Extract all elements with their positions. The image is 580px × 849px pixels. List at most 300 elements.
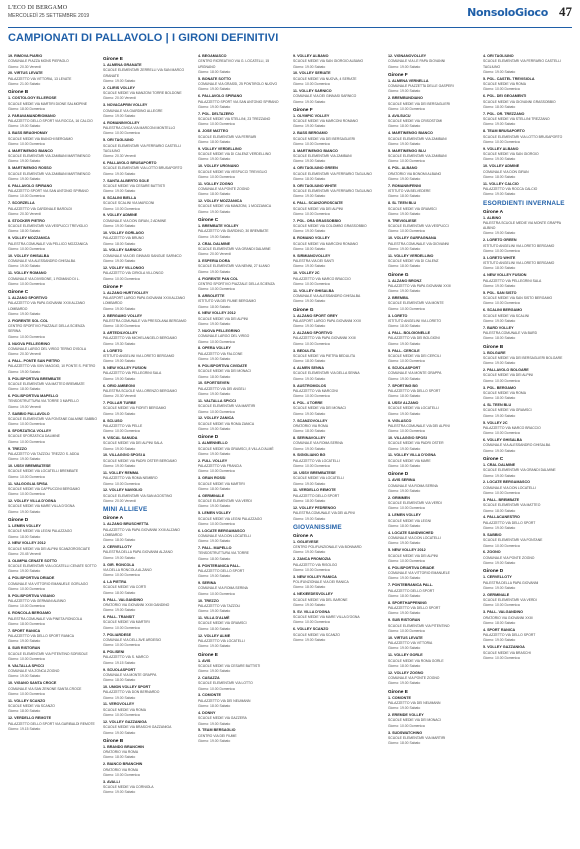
match-day: Giorno: 19.00 Sabato <box>388 64 421 69</box>
team-venue: COMUNALE VIA ZONCA ZOGNO <box>8 669 60 674</box>
match-day: Giorno: 19.00 Sabato <box>103 78 136 83</box>
match-day: Giorno: 19.00 Sabato <box>198 87 231 92</box>
team-name: 4. ORI TAGLIUNO <box>483 54 514 58</box>
team-venue: SCUOLE MEDIE VIA DI CALENZ VERDELLINO <box>198 152 271 157</box>
team-entry <box>8 576 97 592</box>
category-title: MINI ALLIEVE <box>103 506 148 514</box>
team-venue: COMUNALE VIA PONTE ZOGNO <box>198 186 250 191</box>
match-day: Giorno: 10.00 Domenica <box>103 206 140 211</box>
match-day: Giorno: 18.00 Sabato <box>388 663 421 668</box>
team-name: 5. ORI TAGLIUNO WHITE <box>293 183 337 188</box>
match-day: Giorno: 18.00 Sabato <box>293 359 326 364</box>
team-venue: COMUNALE VIA ROMA SERINA <box>388 483 438 488</box>
team-entry <box>388 436 477 452</box>
team-entry <box>198 224 287 240</box>
team-venue: SCUOLE MEDIE VIA ROMA ZANICA <box>198 421 255 426</box>
match-day: Giorno: 10.00 Domenica <box>198 174 235 179</box>
team-venue: SCUOLE MEDIE VIA MARTIRI <box>103 620 150 625</box>
team-venue: PALESTRA COMUNALE VIA DEI ALPINI <box>388 423 450 428</box>
team-venue: PALASPORT LARGO PAPA GIOVANNI XXIII ALZANO LOMBARDO <box>103 296 185 306</box>
group-title: Girone F <box>293 107 313 113</box>
team-venue: SCUOLE MEDIE VIA DEI ALPINI <box>198 316 248 321</box>
team-entry <box>103 196 192 212</box>
match-day: Giorno: 19.00 Sabato <box>8 264 41 269</box>
team-venue: PALAZZETTO DELLO SPORT <box>198 568 245 573</box>
team-venue: PALAZZETTO VIA XXIV MAGGIO, 10 PONTE S. PIETRO <box>8 364 96 369</box>
match-day: Giorno: 19.00 Sabato <box>198 451 231 456</box>
team-entry <box>388 531 477 547</box>
team-venue: SCUOLE MEDIE VIA DEI CERCILI <box>388 353 441 358</box>
team-name: 7. POL. OR. TREZZANO <box>483 111 525 116</box>
match-day: Giorno: 19.00 Sabato <box>198 574 231 579</box>
team-name: 3. PALL. VALGANDINO <box>483 610 524 615</box>
team-entry <box>8 201 97 217</box>
column-2 <box>103 54 192 842</box>
match-day: Giorno: 19.00 Sabato <box>8 176 41 181</box>
match-day: Giorno: 10.00 Domenica <box>388 229 425 234</box>
team-venue: COMUNALE VIA DEI GINNASI SANGUE SARNICO <box>103 253 182 258</box>
team-entry <box>103 745 192 761</box>
team-entry <box>388 419 477 435</box>
match-day: Giorno: 10.00 Domenica <box>8 246 45 251</box>
match-day: Giorno: 19.00 Sabato <box>388 611 421 616</box>
match-day: Giorno: 19.00 Sabato <box>198 104 231 109</box>
team-name: 20. VIRTUS LEVATE <box>8 71 43 76</box>
team-name: 1. ALZANO HURTVOLLEY <box>103 290 149 295</box>
match-day: Giorno: 10.00 Domenica <box>388 429 425 434</box>
team-venue: TENSOSTRUTTURA VIA TORRE 3 MAPELLO <box>8 399 79 404</box>
group-title: Girone D <box>198 435 219 441</box>
match-day: Giorno: 19.00 Sabato <box>8 509 41 514</box>
team-entry <box>483 438 572 454</box>
team-name: 2. GRIMMEN <box>388 495 410 500</box>
team-name: 8. SFORZATICA VOLLEY <box>8 429 52 434</box>
match-day: Giorno: 19.00 Sabato <box>198 392 231 397</box>
match-day: Giorno: 19.00 Sabato <box>483 413 516 418</box>
team-venue: SCUOLE ELEMENTARI VIA FERRARIO CASTELLI TAGLIUNO <box>483 59 561 69</box>
team-name: 5. PALL. VALGANDINO <box>103 597 144 602</box>
match-day: Giorno: 19.00 Sabato <box>103 359 136 364</box>
team-entry <box>293 219 382 235</box>
team-venue: SCUOLE MEDIE VIA CESARE BATTISTI <box>198 663 261 668</box>
team-name: 6. POL. ALBANO <box>388 166 418 171</box>
team-entry <box>198 441 287 457</box>
team-venue: SCUOLE MEDIE VIA ROMA <box>483 82 526 87</box>
team-entry <box>388 331 477 347</box>
match-day: Giorno: 19.00 Sabato <box>8 159 41 164</box>
team-entry <box>198 112 287 128</box>
team-entry <box>388 548 477 564</box>
match-day: Giorno: 21.00 Sabato <box>8 82 41 87</box>
team-venue: SCUOLE MEDIE VIA PADRI OSTER <box>388 441 444 446</box>
team-entry <box>8 166 97 182</box>
team-entry <box>103 702 192 718</box>
match-day: Giorno: 19.00 Sabato <box>198 609 231 614</box>
team-name: 9. VOLLEY ADMINE <box>103 213 138 218</box>
team-name: 7. POL. DELTAZERO <box>198 111 234 116</box>
team-entry <box>388 713 477 729</box>
match-day: Giorno: 19.00 Sabato <box>8 674 41 679</box>
team-name: 11. VALGOGLIA SPISA <box>8 481 48 486</box>
match-day: Giorno: 19.00 Sabato <box>388 446 421 451</box>
team-name: 4. NEW VOLLEY FUSION <box>483 273 527 278</box>
match-day: Giorno: 18.00 Sabato <box>388 593 421 598</box>
team-name: 4. BEGAMASCO <box>198 54 227 58</box>
team-entry <box>483 550 572 566</box>
match-day: Giorno: 19.00 Sabato <box>483 122 516 127</box>
team-name: 4. PALL. PONTE SAN PIETRO <box>8 359 60 364</box>
team-name: 4. LORETO <box>103 348 123 353</box>
team-entry <box>293 488 382 504</box>
team-venue: VIA DELLA RONCOLA ALZANO <box>103 567 152 572</box>
team-venue: SCUOLE ELEMENTARI VIA MARTIRI <box>388 735 446 740</box>
team-entry <box>103 86 192 102</box>
match-day: Giorno: 19.00 Sabato <box>198 669 231 674</box>
team-entry <box>198 459 287 475</box>
team-name: 8. TEAM BRUSAPORTO <box>483 129 525 134</box>
team-entry <box>8 699 97 715</box>
match-day: Giorno: 19.00 Sabato <box>8 124 41 129</box>
team-name: 4. MARTINENGO BIANCO <box>388 131 433 136</box>
team-entry <box>8 681 97 697</box>
match-day: Giorno: 19.00 Sabato <box>198 644 231 649</box>
team-venue: SCUOLE ELEMENTARI VIA FERRARIO TAGLIUNO <box>293 171 372 176</box>
team-entry <box>293 289 382 305</box>
team-entry <box>293 419 382 435</box>
team-venue: PALAZZETTO VIA CIRIOLA VILLONGO <box>103 271 164 276</box>
team-name: 7. SABBIO PALLAVOLO <box>8 411 50 416</box>
team-name: 5. BONATE SOTTO <box>198 76 232 81</box>
team-name: 4. SPORT RANICA <box>483 627 516 632</box>
match-day: Giorno: 10.00 Domenica <box>293 281 330 286</box>
team-name: 5. ORI TAGLIUNO <box>103 138 134 143</box>
team-venue: PALAZZETTO SPORT VIA SAN ANTONIO SPIRANO <box>8 189 89 194</box>
team-entry <box>198 294 287 310</box>
team-name: 7. PALL. MAPELLO <box>198 546 232 551</box>
team-name: 6. POLISPORTIVA DRIADE <box>388 565 435 570</box>
team-venue: SCUOLE MEDIE VIA LOCATELLI <box>388 406 439 411</box>
team-venue: SCUOLE ELEMENTARI VIA MONTE <box>388 301 444 306</box>
match-day: Giorno: 19.15 Sabato <box>103 660 136 665</box>
team-entry <box>483 308 572 324</box>
team-venue: PALAZZETTO VIA PAPA GIOVANNI XXIII ALZANO LOMBARDO <box>8 301 85 311</box>
team-name: 12. VOLLEY ZANICA <box>198 416 234 421</box>
team-name: 11. VERDELLO REMOTE <box>293 488 336 493</box>
match-day: Giorno: 19.00 Sabato <box>198 234 231 239</box>
match-day: Giorno: 19.00 Sabato <box>198 209 231 214</box>
team-entry <box>8 664 97 680</box>
team-venue: PALAZZETTO VIA S. MARCO <box>103 655 149 660</box>
match-day: Giorno: 10.00 Domenica <box>198 591 235 596</box>
team-name: 4. PALLACANESTRO <box>483 515 520 520</box>
team-entry <box>293 557 382 573</box>
team-name: 11. VOLLEY SARNICO <box>103 248 142 253</box>
team-venue: SCUOLE MEDIE VIA DEI BERSAGLIERI BOLGARE <box>483 355 563 360</box>
team-name: 9. VALTALLA SPICCI <box>8 663 44 668</box>
team-name: 11. VOLLEY SARNICO <box>293 88 332 93</box>
team-venue: PALESTRA COMUNALE VIA GIOVANNI <box>388 241 449 246</box>
team-venue: COMUNALE VIA LE PAPA GIOVANNI <box>388 59 446 64</box>
group-title: Girone F <box>103 284 123 290</box>
team-venue: SCUOLE MEDIE VIA LOCATELLI BREMBATE <box>8 469 79 474</box>
team-entry <box>483 533 572 549</box>
team-venue: COMUNALE VIA PONTE ZOGNO <box>388 675 440 680</box>
match-day: Giorno: 18.00 Sabato <box>388 124 421 129</box>
team-name: 3. MARTINENGO BIANCO <box>293 148 338 153</box>
team-name: 5. ARBOLETTE <box>198 294 225 298</box>
team-name: 9. VOLLEY MOZZANICA <box>8 236 50 241</box>
team-name: 2. CERVELLOTY <box>103 545 132 550</box>
masthead <box>8 4 572 26</box>
team-entry <box>8 319 97 340</box>
page-number: 47 <box>559 4 572 19</box>
match-day: Giorno: 10.00 Domenica <box>103 573 140 578</box>
match-day: Giorno: 10.00 Domenica <box>388 558 425 563</box>
team-venue: SCUOLE MEDIE VIA DI CALENZ <box>388 259 439 264</box>
team-venue: SCUOLE MEDIE VIA DEI ALPINI SCANZOROSCIATE <box>8 546 91 551</box>
match-day: Giorno: 19.00 Sabato <box>293 324 326 329</box>
team-entry <box>198 277 287 293</box>
team-entry <box>198 599 287 615</box>
match-day: Giorno: 19.00 Sabato <box>103 259 136 264</box>
team-name: 12. VOLLEY ZOGNO <box>388 670 424 675</box>
team-entry <box>293 592 382 608</box>
team-entry <box>388 384 477 400</box>
team-name: 7. NUOVA PELLEGRINO <box>198 328 240 333</box>
team-name: 10. VOLLEY URGNANO <box>198 164 239 169</box>
team-venue: PALAZZETTO VIA DELLO SPORT <box>388 606 441 611</box>
team-entry <box>103 366 192 382</box>
match-day: Giorno: 10.00 Domenica <box>483 655 520 660</box>
team-venue: PALAZZETTO VIA MARCO BRACCIO <box>483 425 541 430</box>
team-venue: PALAZZETTO VIA DON BERNARDO <box>103 690 160 695</box>
team-venue: PALESTRA COMUNALE VIA PELLICO MOZZANICA <box>8 241 88 246</box>
team-name: 7. SCORZELLA <box>8 201 35 206</box>
match-day: Giorno: 19.00 Sabato <box>8 639 41 644</box>
team-name: 6. RONCOLA BERGAMO <box>8 611 51 616</box>
team-entry <box>8 342 97 358</box>
team-name: 9. VISCAL SANUDA <box>103 435 138 440</box>
team-entry <box>198 364 287 380</box>
match-day: Giorno: 19.00 Sabato <box>198 739 231 744</box>
team-venue: SCUOLE MEDIE VIA DEI BERSAGLIERI <box>388 101 450 106</box>
team-venue: PALAZZETTO VIA LOCATELLI <box>198 638 245 643</box>
team-name: 9. TREVIGLIESE <box>388 218 417 223</box>
team-name: 7. BARD VOLLEY <box>483 325 514 330</box>
match-day: Giorno: 20.30 Venerdì <box>8 352 42 357</box>
team-entry <box>8 499 97 515</box>
match-day: Giorno: 19.00 Sabato <box>103 730 136 735</box>
match-day: Giorno: 18.00 Sabato <box>198 626 231 631</box>
team-entry <box>8 254 97 270</box>
match-day: Giorno: 19.00 Sabato <box>103 446 136 451</box>
match-day: Giorno: 10.00 Domenica <box>8 439 45 444</box>
team-venue: SCUOLE MEDIE VIA BRASCHI <box>483 650 531 655</box>
match-day: Giorno: 18.00 Sabato <box>483 508 516 513</box>
team-name: 3. NEW VOLLEY RANICA <box>293 574 337 579</box>
team-name: 12. VOLLEY VILLONGO <box>103 265 145 270</box>
team-name: 3. PALL. BREMBATE <box>483 497 520 502</box>
match-day: Giorno: 18.00 Sabato <box>293 429 326 434</box>
team-entry <box>8 71 97 87</box>
match-day: Giorno: 18.00 Sabato <box>103 678 136 683</box>
team-venue: SCUOLE MEDIE VIA COLOMBO GRASSOBBIO <box>293 224 367 229</box>
team-entry <box>293 349 382 365</box>
team-name: 3. LORETO <box>388 313 408 318</box>
team-name: 1. COSTOLOGY ELLEROSE <box>8 96 57 101</box>
match-day: Giorno: 20.00 Venerdì <box>103 499 137 504</box>
team-name: 3. BEDULITA <box>293 348 316 353</box>
team-entry <box>293 166 382 182</box>
team-entry <box>388 236 477 252</box>
team-venue: PALAZZETTO VIA MARCONI <box>293 388 338 393</box>
team-name: 11. VOLLEY CALCIO <box>483 181 519 186</box>
team-venue: PALAZZETTO VIA RISOLGO <box>293 562 338 567</box>
match-day: Giorno: 18.00 Sabato <box>198 704 231 709</box>
team-name: 5. POLISPORTIVA BREMBATE <box>8 376 61 381</box>
team-entry <box>103 314 192 330</box>
team-entry <box>483 421 572 437</box>
team-entry <box>103 780 192 796</box>
team-entry <box>8 611 97 627</box>
team-name: 8. POLISENI <box>103 650 125 655</box>
team-name: 9. VOLLEY VERDELLINO <box>198 146 242 151</box>
match-day: Giorno: 18.00 Domenica <box>8 106 45 111</box>
team-name: 7. ROMANINFENNI <box>388 183 421 188</box>
team-name: 1. AVIS <box>198 658 211 663</box>
team-name: 6. PALLAVOLO SPIRANO <box>8 183 53 188</box>
team-name: 2. LOCATE BERGAMASCO <box>483 480 531 485</box>
team-entry <box>8 184 97 200</box>
column-3 <box>198 54 287 842</box>
team-venue: PALAZZETTO VIA PAPA GIOVANNI XXIII ALZANO LOMBARDO <box>103 527 180 537</box>
team-venue: ISTITUTO VIA DEI FIUME BERGAMO <box>198 299 256 304</box>
team-venue: SCUOLE MEDIE VIA SCANZO <box>293 632 340 637</box>
team-name: 5. SABBIO <box>483 532 502 537</box>
match-day: Giorno: 10.00 Domenica <box>8 586 45 591</box>
team-venue: SCUOLE MEDIE VIA MARE <box>388 458 431 463</box>
team-name: 10. SPORTSEVEN <box>198 381 230 386</box>
team-venue: SCUOLE ELEMENTARI VIA LOCATELLI CENATE SOTTO <box>8 564 97 569</box>
match-day: Giorno: 10.00 Domenica <box>388 628 425 633</box>
team-name: 3. SUDSWATCHING <box>388 730 423 735</box>
team-entry <box>198 77 287 93</box>
team-name: 12. VOLLEY ALME <box>198 633 231 638</box>
team-name: 1. OLYMPIC VOLLEY <box>293 113 330 118</box>
team-venue: SCUOLE MEDIE VIA SAN SISTO BERGAMO <box>483 296 553 301</box>
group-title: Girone D <box>8 517 29 523</box>
team-venue: COMUNALE VIA DELL'AVE ARDESIO <box>103 637 162 642</box>
team-name: 10. VOLLEY 2C <box>293 271 320 276</box>
match-day: Giorno: 19.00 Sabato <box>103 113 136 118</box>
column-6 <box>483 54 572 842</box>
team-entry <box>388 583 477 599</box>
team-entry <box>483 238 572 254</box>
team-name: 5. VOLLEY 2C <box>483 420 508 425</box>
team-venue: PALAZZETTO VIA CARDINALE BAROLDI <box>8 206 72 211</box>
team-entry <box>388 149 477 165</box>
team-venue: SCUOLE MEDIE VIA DEI BERSAGLIERI <box>293 136 355 141</box>
match-day: Giorno: 19.00 Sabato <box>293 602 326 607</box>
team-name: 2. EREMDE VOLLEY <box>388 713 424 718</box>
team-entry <box>198 659 287 675</box>
team-venue: PALESTRA COMUNALE VIA PINETA RONCOLA <box>8 616 83 621</box>
team-entry <box>8 271 97 287</box>
team-entry <box>8 716 97 732</box>
team-entry <box>103 231 192 247</box>
team-name: 12. VOLLEY PEDRENGO <box>293 505 336 510</box>
column-4 <box>293 54 382 842</box>
match-day: Giorno: 18.00 Sabato <box>198 486 231 491</box>
team-name: 5. POL. SAN SISTO <box>483 290 517 295</box>
match-day: Giorno: 10.00 Domenica <box>198 287 235 292</box>
team-entry <box>103 248 192 264</box>
team-entry <box>483 129 572 145</box>
match-day: Giorno: 19.00 Sabato <box>103 171 136 176</box>
team-venue: ORATORIO VIA ROMA <box>103 767 139 772</box>
match-day: Giorno: 19.00 Sabato <box>293 64 326 69</box>
match-day: Giorno: 19.00 Sabato <box>388 176 421 181</box>
team-entry <box>483 326 572 342</box>
team-entry <box>483 291 572 307</box>
match-day: Giorno: 10.00 Domenica <box>388 106 425 111</box>
team-name: 1. ALBINO <box>483 215 502 220</box>
team-name: 4. ALMEN SENNA <box>293 366 325 371</box>
team-name: 10. VIRTUS LEVATE <box>388 635 423 640</box>
team-venue: PALAZZETTO VIA GERMANI ALBINO <box>8 599 66 604</box>
match-day: Giorno: 18.00 Sabato <box>103 241 136 246</box>
team-entry <box>293 271 382 287</box>
team-entry <box>483 273 572 289</box>
team-venue: SCUOLE MEDIE VIA DEI ALPINI <box>388 553 438 558</box>
team-entry <box>483 403 572 419</box>
team-entry <box>293 610 382 626</box>
match-day: Giorno: 19.00 Sabato <box>388 376 421 381</box>
team-venue: PALAZZETTO VIA DEI ANGELI <box>198 386 246 391</box>
section-logo: NonsoloGioco <box>467 6 548 19</box>
team-entry <box>293 131 382 147</box>
team-name: 3. GIR. RONCOLA <box>103 562 135 567</box>
team-entry <box>198 311 287 327</box>
match-day: Giorno: 19.00 Sabato <box>293 99 326 104</box>
team-venue: PALESTRA SCUOLE VIA LORENZO BERGAMO <box>103 388 177 393</box>
match-day: Giorno: 18.00 Sabato <box>293 176 326 181</box>
team-name: 2. PALLAVOLO BOLGARE <box>483 368 529 373</box>
team-venue: SCUOLE MEDIE VIA DEI MONACI <box>293 406 346 411</box>
team-venue: COMUNALE VIA ALESSANDRO GHISALBA <box>483 443 551 448</box>
match-day: Giorno: 19.00 Sabato <box>483 561 516 565</box>
team-name: 1. GGLIEVESE <box>293 539 319 544</box>
team-venue: PALESTRA DELLA PAPA GIOVANNI ALZANO <box>103 550 173 555</box>
team-venue: PALAZZETTO VIA DEI NEUMANN <box>388 700 441 705</box>
team-name: 6. PALLAVOLO SPIRANO <box>198 94 243 99</box>
team-entry <box>483 645 572 661</box>
match-day: Giorno: 19.00 Sabato <box>293 637 326 642</box>
team-entry <box>198 511 287 527</box>
team-entry <box>293 114 382 130</box>
team-name: 10. TREZZO <box>198 598 219 603</box>
team-venue: ISTITUTO ANGELINI VIA LORETO BERGAMO <box>483 261 555 266</box>
team-entry <box>8 482 97 498</box>
team-venue: SCUOLE MEDIE VIA MANZONI, 1 MOZZANICA <box>198 204 272 209</box>
team-name: 9. VIGLASCO <box>388 418 412 423</box>
match-day: Giorno: 19.00 Sabato <box>198 504 231 509</box>
team-name: 8. SCALINI BIELLA <box>103 195 137 200</box>
team-name: 12. VOLLEY NAVIGLIO <box>103 488 143 493</box>
match-day: Giorno: 19.00 Sabato <box>388 141 421 146</box>
team-entry <box>293 366 382 382</box>
team-entry <box>388 79 477 95</box>
